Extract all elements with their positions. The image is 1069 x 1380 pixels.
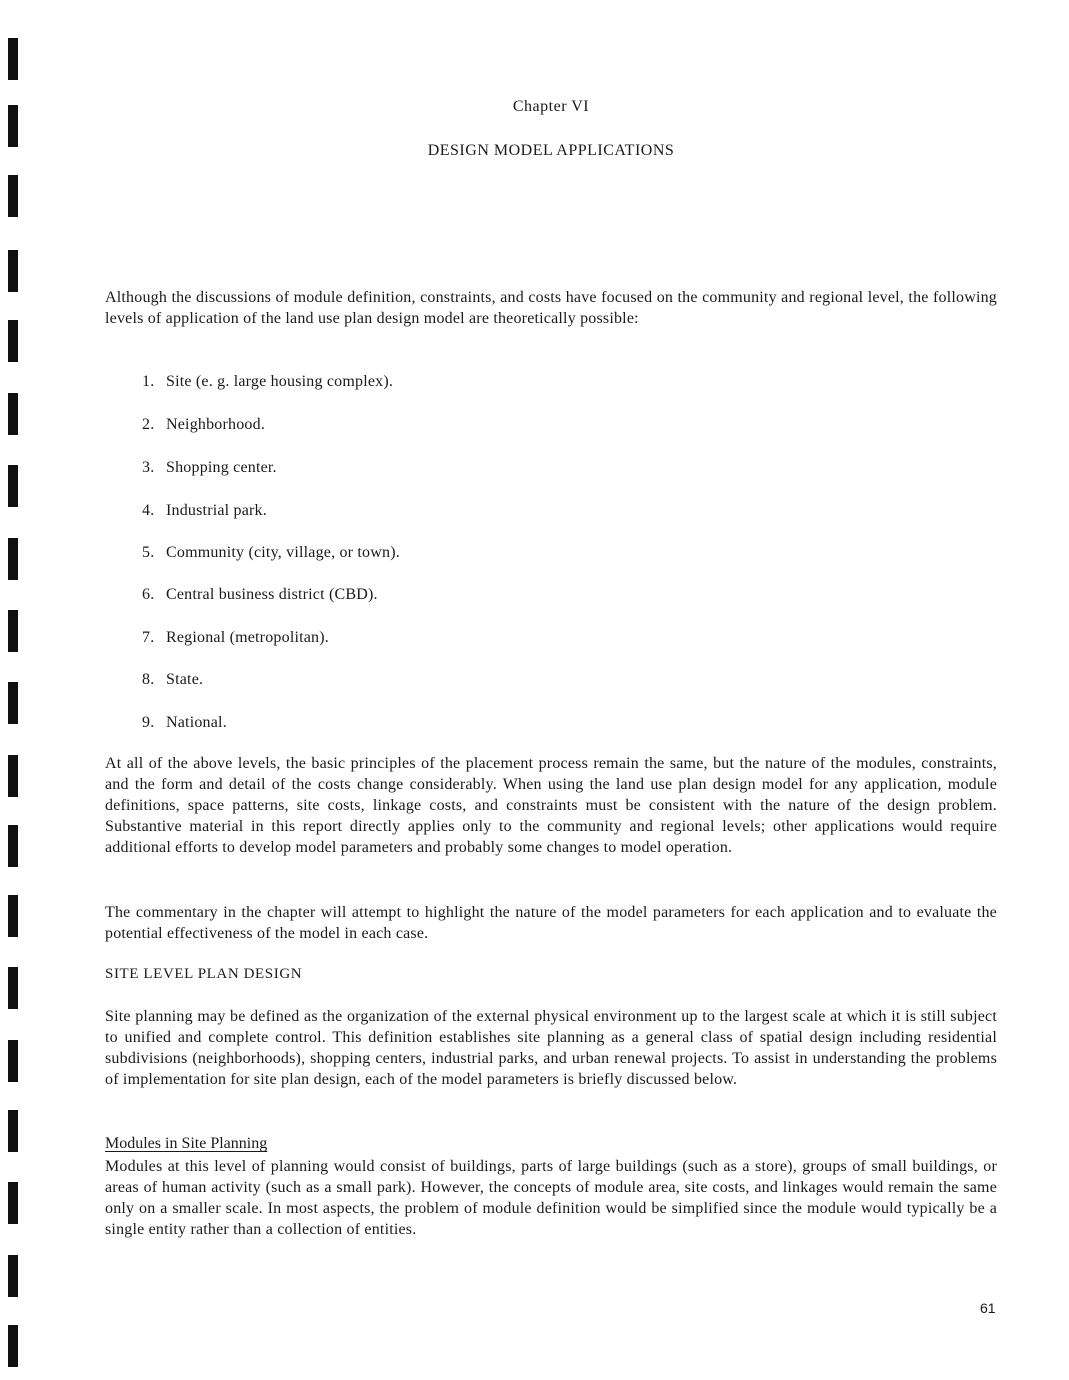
binding-mark	[8, 320, 18, 362]
list-text: State.	[166, 671, 204, 688]
list-item	[142, 629, 329, 647]
binding-mark	[8, 1182, 18, 1224]
binding-mark	[8, 825, 18, 867]
list-text: Neighborhood.	[166, 416, 266, 433]
binding-mark	[8, 1255, 18, 1297]
list-item	[142, 459, 277, 477]
list-text: Shopping center.	[166, 459, 277, 476]
binding-mark	[8, 1110, 18, 1152]
binding-mark	[8, 393, 18, 435]
list-number: 5.	[142, 544, 155, 561]
list-item	[142, 373, 393, 391]
commentary-paragraph: The commentary in the chapter will attempt to highlight the nature of the model parameters for each application and to evaluate the potential effectiveness of the model in each case.	[105, 904, 997, 942]
list-text: Community (city, village, or town).	[166, 544, 400, 561]
binding-mark	[8, 755, 18, 797]
list-number: 1.	[142, 373, 155, 390]
binding-mark	[8, 38, 18, 80]
list-item	[142, 502, 267, 520]
chapter-label: Chapter VI	[512, 98, 590, 115]
list-number: 8.	[142, 671, 155, 688]
list-number: 9.	[142, 714, 155, 731]
levels-paragraph: At all of the above levels, the basic principles of the placement process remain the same, but the nature of the modules, constraints, and the form and detail of the costs change considerably. When using the land use plan design model for any application, module definitions, space patterns, site costs, linkage costs, and constraints must be consistent with the nature of the design problem. Substantive material in this report directly applies only to the community and regional levels; other applications would require additional efforts to develop model parameters and probably some changes to model operation.	[105, 755, 997, 856]
list-text: National.	[166, 714, 227, 731]
list-number: 7.	[142, 629, 155, 646]
list-text: Regional (metropolitan).	[166, 629, 329, 646]
binding-mark	[8, 1040, 18, 1082]
chapter-title: DESIGN MODEL APPLICATIONS	[427, 142, 675, 159]
binding-mark	[8, 175, 18, 217]
list-item	[142, 586, 378, 604]
list-text: Industrial park.	[166, 502, 267, 519]
binding-mark	[8, 105, 18, 147]
list-number: 3.	[142, 459, 155, 476]
list-item	[142, 714, 227, 732]
list-item	[142, 544, 400, 562]
subsection-heading: Modules in Site Planning	[105, 1135, 268, 1152]
binding-mark	[8, 610, 18, 652]
binding-mark	[8, 682, 18, 724]
list-text: Central business district (CBD).	[166, 586, 378, 603]
list-item	[142, 416, 265, 434]
binding-edge	[0, 0, 30, 1380]
modules-paragraph: Modules at this level of planning would consist of buildings, parts of large buildings (such as a store), groups of small buildings, or areas of human activity (such as a small park). However, the concepts of module area, site costs, and linkages would remain the same only on a smaller scale. In most aspects, the problem of module definition would be simplified since the module would typically be a single entity rather than a collection of entities.	[105, 1158, 997, 1238]
binding-mark	[8, 538, 18, 580]
section-heading: SITE LEVEL PLAN DESIGN	[105, 966, 303, 982]
list-number: 2.	[142, 416, 155, 433]
list-item	[142, 671, 203, 689]
intro-paragraph: Although the discussions of module definition, constraints, and costs have focused on the community and regional level, the following levels of application of the land use plan design model are theoretically possible:	[105, 289, 997, 327]
binding-mark	[8, 250, 18, 292]
binding-mark	[8, 465, 18, 507]
site-paragraph: Site planning may be defined as the organization of the external physical environment up to the largest scale at which it is still subject to unified and complete control. This definition establishes site planning as a general class of spatial design including residential subdivisions (neighborhoods), shopping centers, industrial parks, and urban renewal projects. To assist in understanding the problems of implementation for site plan design, each of the model parameters is briefly discussed below.	[105, 1008, 997, 1088]
list-number: 6.	[142, 586, 155, 603]
binding-mark	[8, 1325, 18, 1367]
page-number: 61	[980, 1300, 996, 1316]
list-number: 4.	[142, 502, 155, 519]
binding-mark	[8, 967, 18, 1009]
list-text: Site (e. g. large housing complex).	[166, 373, 394, 390]
binding-mark	[8, 895, 18, 937]
